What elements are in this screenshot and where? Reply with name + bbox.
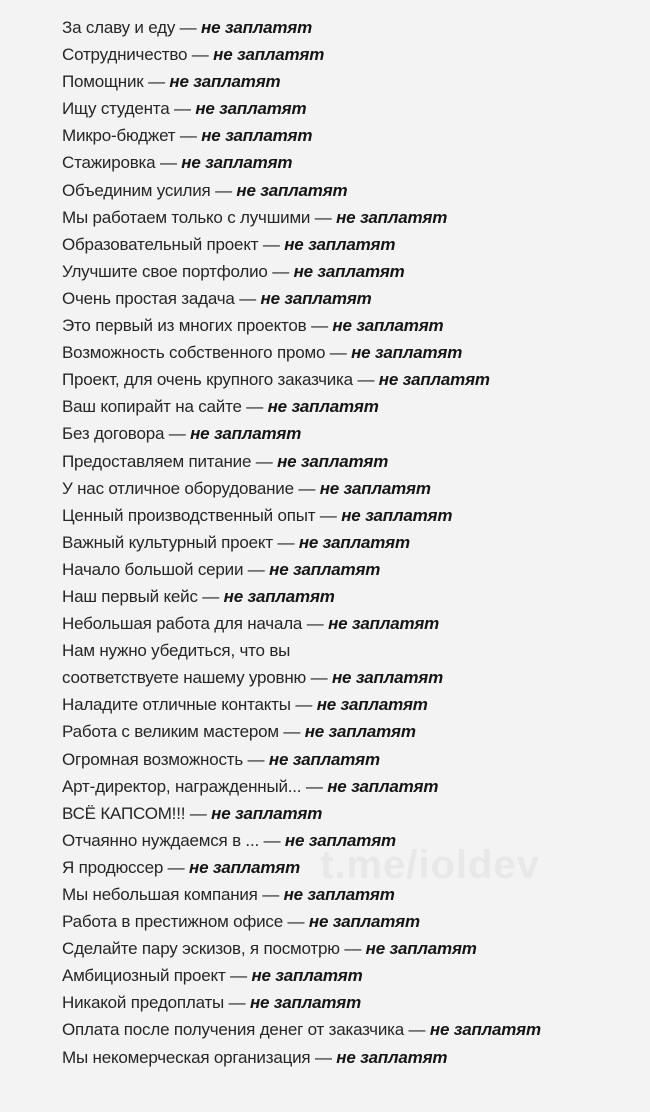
negation-text: не заплатят [283, 885, 395, 904]
negation-text: не заплатят [341, 505, 453, 525]
list-item [62, 664, 642, 691]
phrase-text: Объединим усилия [62, 180, 211, 200]
dash-separator: — [262, 234, 280, 254]
list-item [62, 231, 642, 258]
phrase-text: Ваш копирайт на сайте [62, 397, 242, 417]
negation-text: не заплатят [336, 207, 448, 227]
dash-separator: — [314, 207, 332, 227]
phrase-text: Возможность собственного промо [62, 343, 326, 363]
negation-text: не заплатят [365, 939, 477, 959]
dash-separator: — [344, 939, 362, 959]
list-item [62, 122, 642, 149]
dash-separator: — [255, 451, 273, 471]
dash-separator: — [179, 126, 197, 146]
negation-text: не заплатят [201, 126, 313, 146]
negation-text: не заплатят [260, 288, 372, 308]
negation-text: не заплатят [201, 18, 313, 37]
list-item [62, 149, 642, 176]
phrase-text: Оплата после получения денег от заказчика [62, 1020, 404, 1040]
negation-text: не заплатят [328, 614, 440, 634]
phrase-text: Микро-бюджет [62, 126, 176, 146]
phrase-text: Отчаянно нуждаемся в ... [62, 830, 260, 850]
dash-separator: — [305, 776, 323, 796]
list-item [62, 989, 642, 1016]
list-item [62, 204, 642, 231]
negation-text: не заплатят [251, 966, 363, 986]
negation-text: не заплатят [429, 1020, 541, 1040]
phrase-text: Наш первый кейс [62, 586, 198, 606]
phrase-text: Ищу студента [62, 99, 170, 119]
phrase-text: Я продюссер [62, 857, 164, 877]
phrase-text: Стажировка [62, 153, 156, 173]
dash-separator: — [215, 180, 232, 200]
list-item [62, 1016, 642, 1043]
dash-separator: — [319, 505, 337, 525]
list-item [62, 691, 642, 718]
dash-separator: — [262, 885, 280, 904]
phrase-text: Мы работаем только с лучшими [62, 207, 311, 227]
list-item [62, 448, 642, 475]
negation-text: не заплатят [308, 912, 420, 932]
phrase-text: Начало большой серии [62, 559, 244, 579]
list-item [62, 258, 642, 285]
phrase-text: Никакой предоплаты [62, 993, 225, 1013]
phrase-text: Наладите отличные контакты [62, 695, 291, 715]
dash-separator: — [310, 668, 328, 688]
negation-text: не заплатят [327, 776, 439, 796]
negation-text: не заплатят [277, 451, 389, 471]
negation-text: не заплатят [268, 749, 380, 769]
dash-separator: — [314, 1047, 332, 1067]
phrase-text: соответствуете нашему уровню [62, 668, 307, 688]
phrase-text: Образовательный проект [62, 234, 259, 254]
list-item [62, 68, 642, 95]
phrase-text: Очень простая задача [62, 288, 235, 308]
dash-separator: — [228, 993, 246, 1013]
negation-text: не заплатят [181, 153, 293, 173]
phrase-list [62, 14, 642, 1071]
dash-separator: — [287, 912, 305, 932]
dash-separator: — [246, 397, 264, 417]
list-item [62, 366, 642, 393]
list-item [62, 935, 642, 962]
dash-separator: — [295, 695, 313, 715]
list-item [62, 854, 642, 881]
phrase-text: Мы некомерческая организация [62, 1047, 311, 1067]
phrase-text: ВСЁ КАПСОМ!!! [62, 803, 186, 823]
negation-text: не заплатят [378, 370, 490, 390]
phrase-text: Небольшая работа для начала [62, 614, 303, 634]
list-item [62, 773, 642, 800]
negation-text: не заплатят [211, 803, 323, 823]
list-item [62, 529, 642, 556]
list-item [62, 95, 642, 122]
negation-text: не заплатят [316, 695, 428, 715]
negation-text: не заплатят [331, 668, 443, 688]
dash-separator: — [167, 857, 185, 877]
dash-separator: — [189, 803, 207, 823]
dash-separator: — [311, 316, 328, 336]
dash-separator: — [247, 559, 265, 579]
dash-separator: — [329, 343, 347, 363]
dash-separator: — [263, 830, 281, 850]
dash-separator: — [283, 722, 301, 742]
phrase-text: Предоставляем питание [62, 451, 252, 471]
list-item [62, 285, 642, 312]
negation-text: не заплатят [284, 234, 396, 254]
phrase-text: Огромная возможность [62, 749, 243, 769]
negation-text: не заплатят [284, 830, 396, 850]
phrase-text: Проект, для очень крупного заказчика [62, 370, 353, 390]
phrase-text: Амбициозный проект [62, 966, 226, 986]
phrase-text: Улучшите свое портфолио [62, 261, 268, 281]
dash-separator: — [298, 478, 316, 498]
phrase-text: Помощник [62, 72, 144, 92]
dash-separator: — [159, 153, 177, 173]
list-item [62, 312, 642, 339]
dash-separator: — [408, 1020, 426, 1040]
phrase-text: За славу и еду [62, 18, 176, 37]
dash-separator: — [277, 532, 295, 552]
list-item [62, 962, 642, 989]
dash-separator: — [173, 99, 191, 119]
negation-text: не заплатят [336, 1047, 448, 1067]
dash-separator: — [168, 424, 186, 444]
list-item [62, 41, 642, 68]
phrase-text: Сделайте пару эскизов, я посмотрю [62, 939, 340, 959]
dash-separator: — [230, 966, 247, 986]
dash-separator: — [272, 261, 290, 281]
negation-text: не заплатят [249, 993, 361, 1013]
list-item [62, 177, 642, 204]
list-item [62, 583, 642, 610]
list-item [62, 556, 642, 583]
phrase-text: Работа в престижном офисе [62, 912, 283, 932]
negation-text: не заплатят [195, 99, 307, 119]
negation-text: не заплатят [351, 343, 463, 363]
phrase-text: Работа с великим мастером [62, 722, 279, 742]
negation-text: не заплатят [332, 316, 444, 336]
list-item [62, 393, 642, 420]
phrase-text: Это первый из многих проектов [62, 316, 307, 336]
list-item [62, 1044, 642, 1071]
list-item [62, 14, 642, 41]
phrase-text: Арт-директор, награжденный... [62, 776, 302, 796]
phrase-text: Ценный производственный опыт [62, 505, 316, 525]
phrase-text: Мы небольшая компания [62, 885, 258, 904]
negation-text: не заплатят [304, 722, 416, 742]
phrase-text: Важный культурный проект [62, 532, 273, 552]
dash-separator: — [191, 45, 209, 65]
phrase-text: У нас отличное оборудование [62, 478, 294, 498]
negation-text: не заплатят [319, 478, 431, 498]
list-item [62, 881, 642, 908]
dash-separator: — [357, 370, 375, 390]
dash-separator: — [247, 749, 265, 769]
list-item [62, 475, 642, 502]
negation-text: не заплатят [269, 559, 381, 579]
watermark: t.me/ioldev [320, 843, 540, 887]
dash-separator: — [306, 614, 324, 634]
list-item [62, 908, 642, 935]
phrase-text: Сотрудничество [62, 45, 188, 65]
negation-text: не заплатят [298, 532, 410, 552]
list-item [62, 502, 642, 529]
negation-text: не заплатят [267, 397, 379, 417]
negation-text: не заплатят [236, 180, 348, 200]
negation-text: не заплатят [213, 45, 325, 65]
list-item [62, 610, 642, 637]
dash-separator: — [179, 18, 197, 37]
dash-separator: — [202, 586, 220, 606]
negation-text: не заплатят [293, 261, 405, 281]
negation-text: не заплатят [189, 857, 301, 877]
dash-separator: — [148, 72, 165, 92]
list-item [62, 746, 642, 773]
negation-text: не заплатят [223, 586, 335, 606]
phrase-text: Без договора [62, 424, 165, 444]
dash-separator: — [239, 288, 257, 308]
list-item [62, 827, 642, 854]
list-item [62, 800, 642, 827]
phrase-text: Нам нужно убедиться, что вы [62, 641, 291, 661]
list-item [62, 339, 642, 366]
negation-text: не заплатят [169, 72, 281, 92]
list-item [62, 718, 642, 745]
list-item [62, 420, 642, 447]
list-item [62, 637, 642, 664]
negation-text: не заплатят [190, 424, 302, 444]
